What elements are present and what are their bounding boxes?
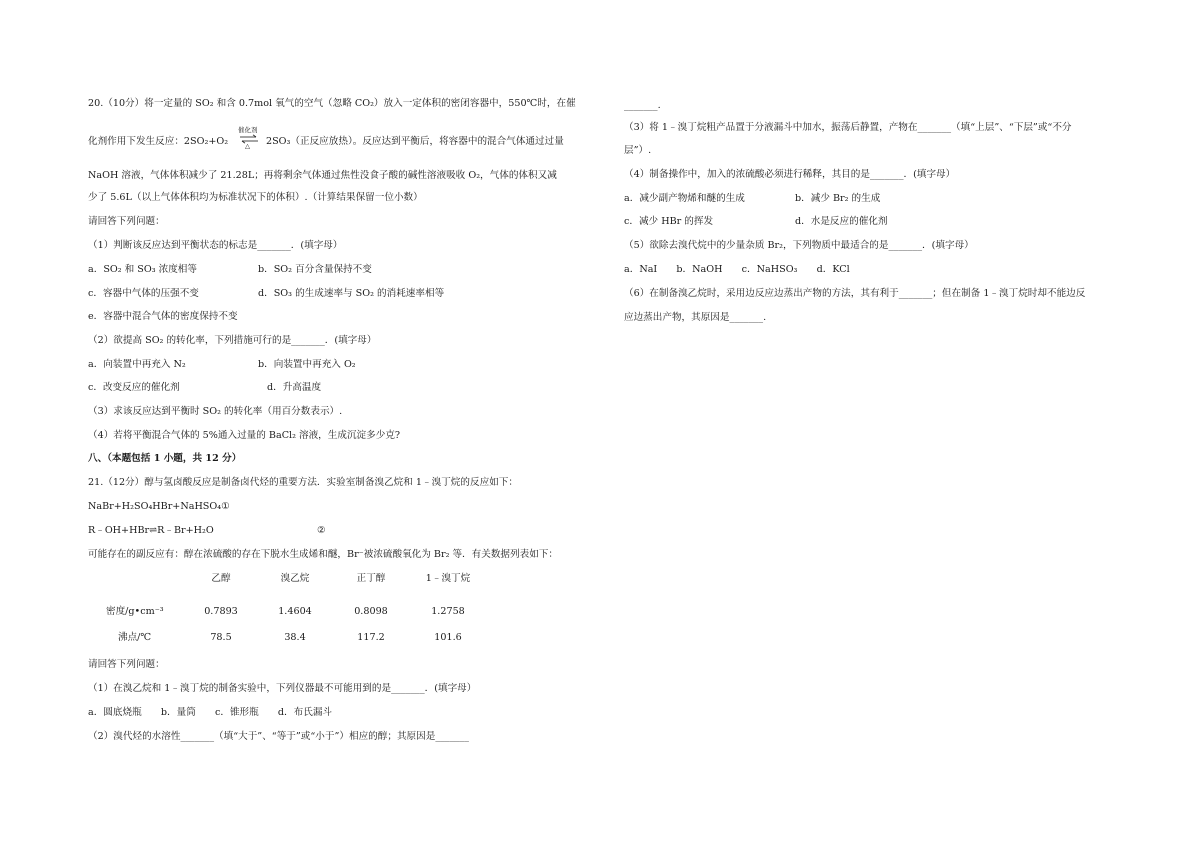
section-eight-heading: 八、（本题包括 1 小题，共 12 分） [88,453,242,464]
table-row-label-boiling: 沸点/℃ [118,632,152,643]
q20-sub2-opt-c: c．改变反应的催化剂 [88,382,180,393]
q21-sub4-opt-c: c．减少 HBr 的挥发 [624,216,714,227]
table-cell: 101.6 [434,632,462,643]
q20-intro-line2-start: 化剂作用下发生反应：2SO₂+O₂ [88,136,229,147]
q21-reaction-2-mark: ② [317,525,326,536]
q20-sub2: （2）欲提高 SO₂ 的转化率，下列措施可行的是_______．(填字母） [88,335,377,346]
q21-reaction-1: NaBr+H₂SO₄HBr+NaHSO₄① [88,501,230,512]
table-cell: 38.4 [284,632,306,643]
table-row-label-density: 密度/g•cm⁻³ [106,606,164,617]
table-header-cell: 1﹣溴丁烷 [425,573,471,584]
q20-sub2-opt-d: d．升高温度 [267,382,322,393]
q20-sub1-opt-a: a．SO₂ 和 SO₃ 浓度相等 [88,264,197,275]
table-cell: 0.7893 [204,606,238,617]
q20-sub4: （4）若将平衡混合气体的 5%通入过量的 BaCl₂ 溶液，生成沉淀多少克? [88,430,401,441]
q21-reaction-2: R﹣OH+HBr⇌R﹣Br+H₂O [88,525,214,536]
reversible-arrow-icon [238,126,260,148]
q20-intro-line3: NaOH 溶液，气体体积减少了 21.28L；再将剩余气体通过焦性没食子酸的碱性溶液吸收 O₂，气体的体积又减 [88,170,557,181]
q20-sub2-opt-b: b．向装置中再充入 O₂ [258,359,356,370]
q20-sub1-opt-d: d．SO₃ 的生成速率与 SO₂ 的消耗速率相等 [258,288,445,299]
q21-side-reactions: 可能存在的副反应有：醇在浓硫酸的存在下脱水生成烯和醚，Br⁻被浓硫酸氧化为 Br₂ 等．有关数据列表如下： [88,549,558,560]
q21-sub5-options: a．NaI b．NaOH c．NaHSO₃ d．KCl [624,264,850,275]
q20-sub2-opt-a: a．向装置中再充入 N₂ [88,359,186,370]
q21-sub4-opt-b: b．减少 Br₂ 的生成 [795,193,881,204]
q21-sub4-opt-a: a．减少副产物烯和醚的生成 [624,193,745,204]
table-header-cell: 溴乙烷 [280,573,310,584]
q21-sub5: （5）欲除去溴代烷中的少量杂质 Br₂，下列物质中最适合的是_______．(填字母） [624,240,974,251]
table-header-cell: 正丁醇 [356,573,386,584]
q20-sub1: （1）判断该反应达到平衡状态的标志是_______．(填字母） [88,240,343,251]
q21-sub6-continued: 应边蒸出产物，其原因是_______. [624,312,767,323]
q21-sub3-continued: 层”）. [624,145,652,156]
q21-sub3: （3）将 1﹣溴丁烷粗产品置于分液漏斗中加水，振荡后静置，产物在_______（填“上层”、“下层”或“不分 [624,122,1072,133]
q21-sub6: （6）在制备溴乙烷时，采用边反应边蒸出产物的方法，其有利于_______；但在制备 1﹣溴丁烷时却不能边反 [624,288,1086,299]
q21-sub1: （1）在溴乙烷和 1﹣溴丁烷的制备实验中，下列仪器最不可能用到的是_______．(填字母） [88,683,477,694]
heat-symbol: △ [245,142,250,150]
table-cell: 117.2 [357,632,385,643]
q20-intro-line1: 20.（10分）将一定量的 SO₂ 和含 0.7mol 氧气的空气（忽略 CO₂）放入一定体积的密闭容器中，550℃时，在催 [88,98,576,109]
q21-sub2-continued: _______. [624,100,661,111]
q21-sub2: （2）溴代烃的水溶性_______（填“大于”、“等于”或“小于”）相应的醇；其原因是_______ [88,731,469,742]
q20-prompt: 请回答下列问题： [88,216,165,227]
catalyst-label: 催化剂 [238,126,258,134]
q21-sub4-opt-d: d．水是反应的催化剂 [795,216,888,227]
q20-sub1-opt-c: c．容器中气体的压强不变 [88,288,199,299]
q20-sub3: （3）求该反应达到平衡时 SO₂ 的转化率（用百分数表示）. [88,406,343,417]
table-cell: 0.8098 [354,606,388,617]
q21-intro: 21.（12分）醇与氢卤酸反应是制备卤代烃的重要方法．实验室制备溴乙烷和 1﹣溴丁烷的反应如下： [88,477,518,488]
table-cell: 1.2758 [431,606,465,617]
q20-intro-line2-end: 2SO₃（正反应放热）。反应达到平衡后，将容器中的混合气体通过过量 [266,136,564,147]
table-header-cell: 乙醇 [211,573,231,584]
q20-intro-line4: 少了 5.6L（以上气体体积均为标准状况下的体积）.（计算结果保留一位小数） [88,192,423,203]
q20-sub1-opt-b: b．SO₂ 百分含量保持不变 [258,264,372,275]
table-cell: 78.5 [210,632,232,643]
q21-sub4: （4）制备操作中，加入的浓硫酸必须进行稀释，其目的是_______．(填字母） [624,169,956,180]
q20-sub1-opt-e: e．容器中混合气体的密度保持不变 [88,311,238,322]
q21-sub1-options: a．圆底烧瓶 b．量筒 c．锥形瓶 d．布氏漏斗 [88,707,333,718]
q21-prompt: 请回答下列问题： [88,659,165,670]
table-cell: 1.4604 [278,606,312,617]
